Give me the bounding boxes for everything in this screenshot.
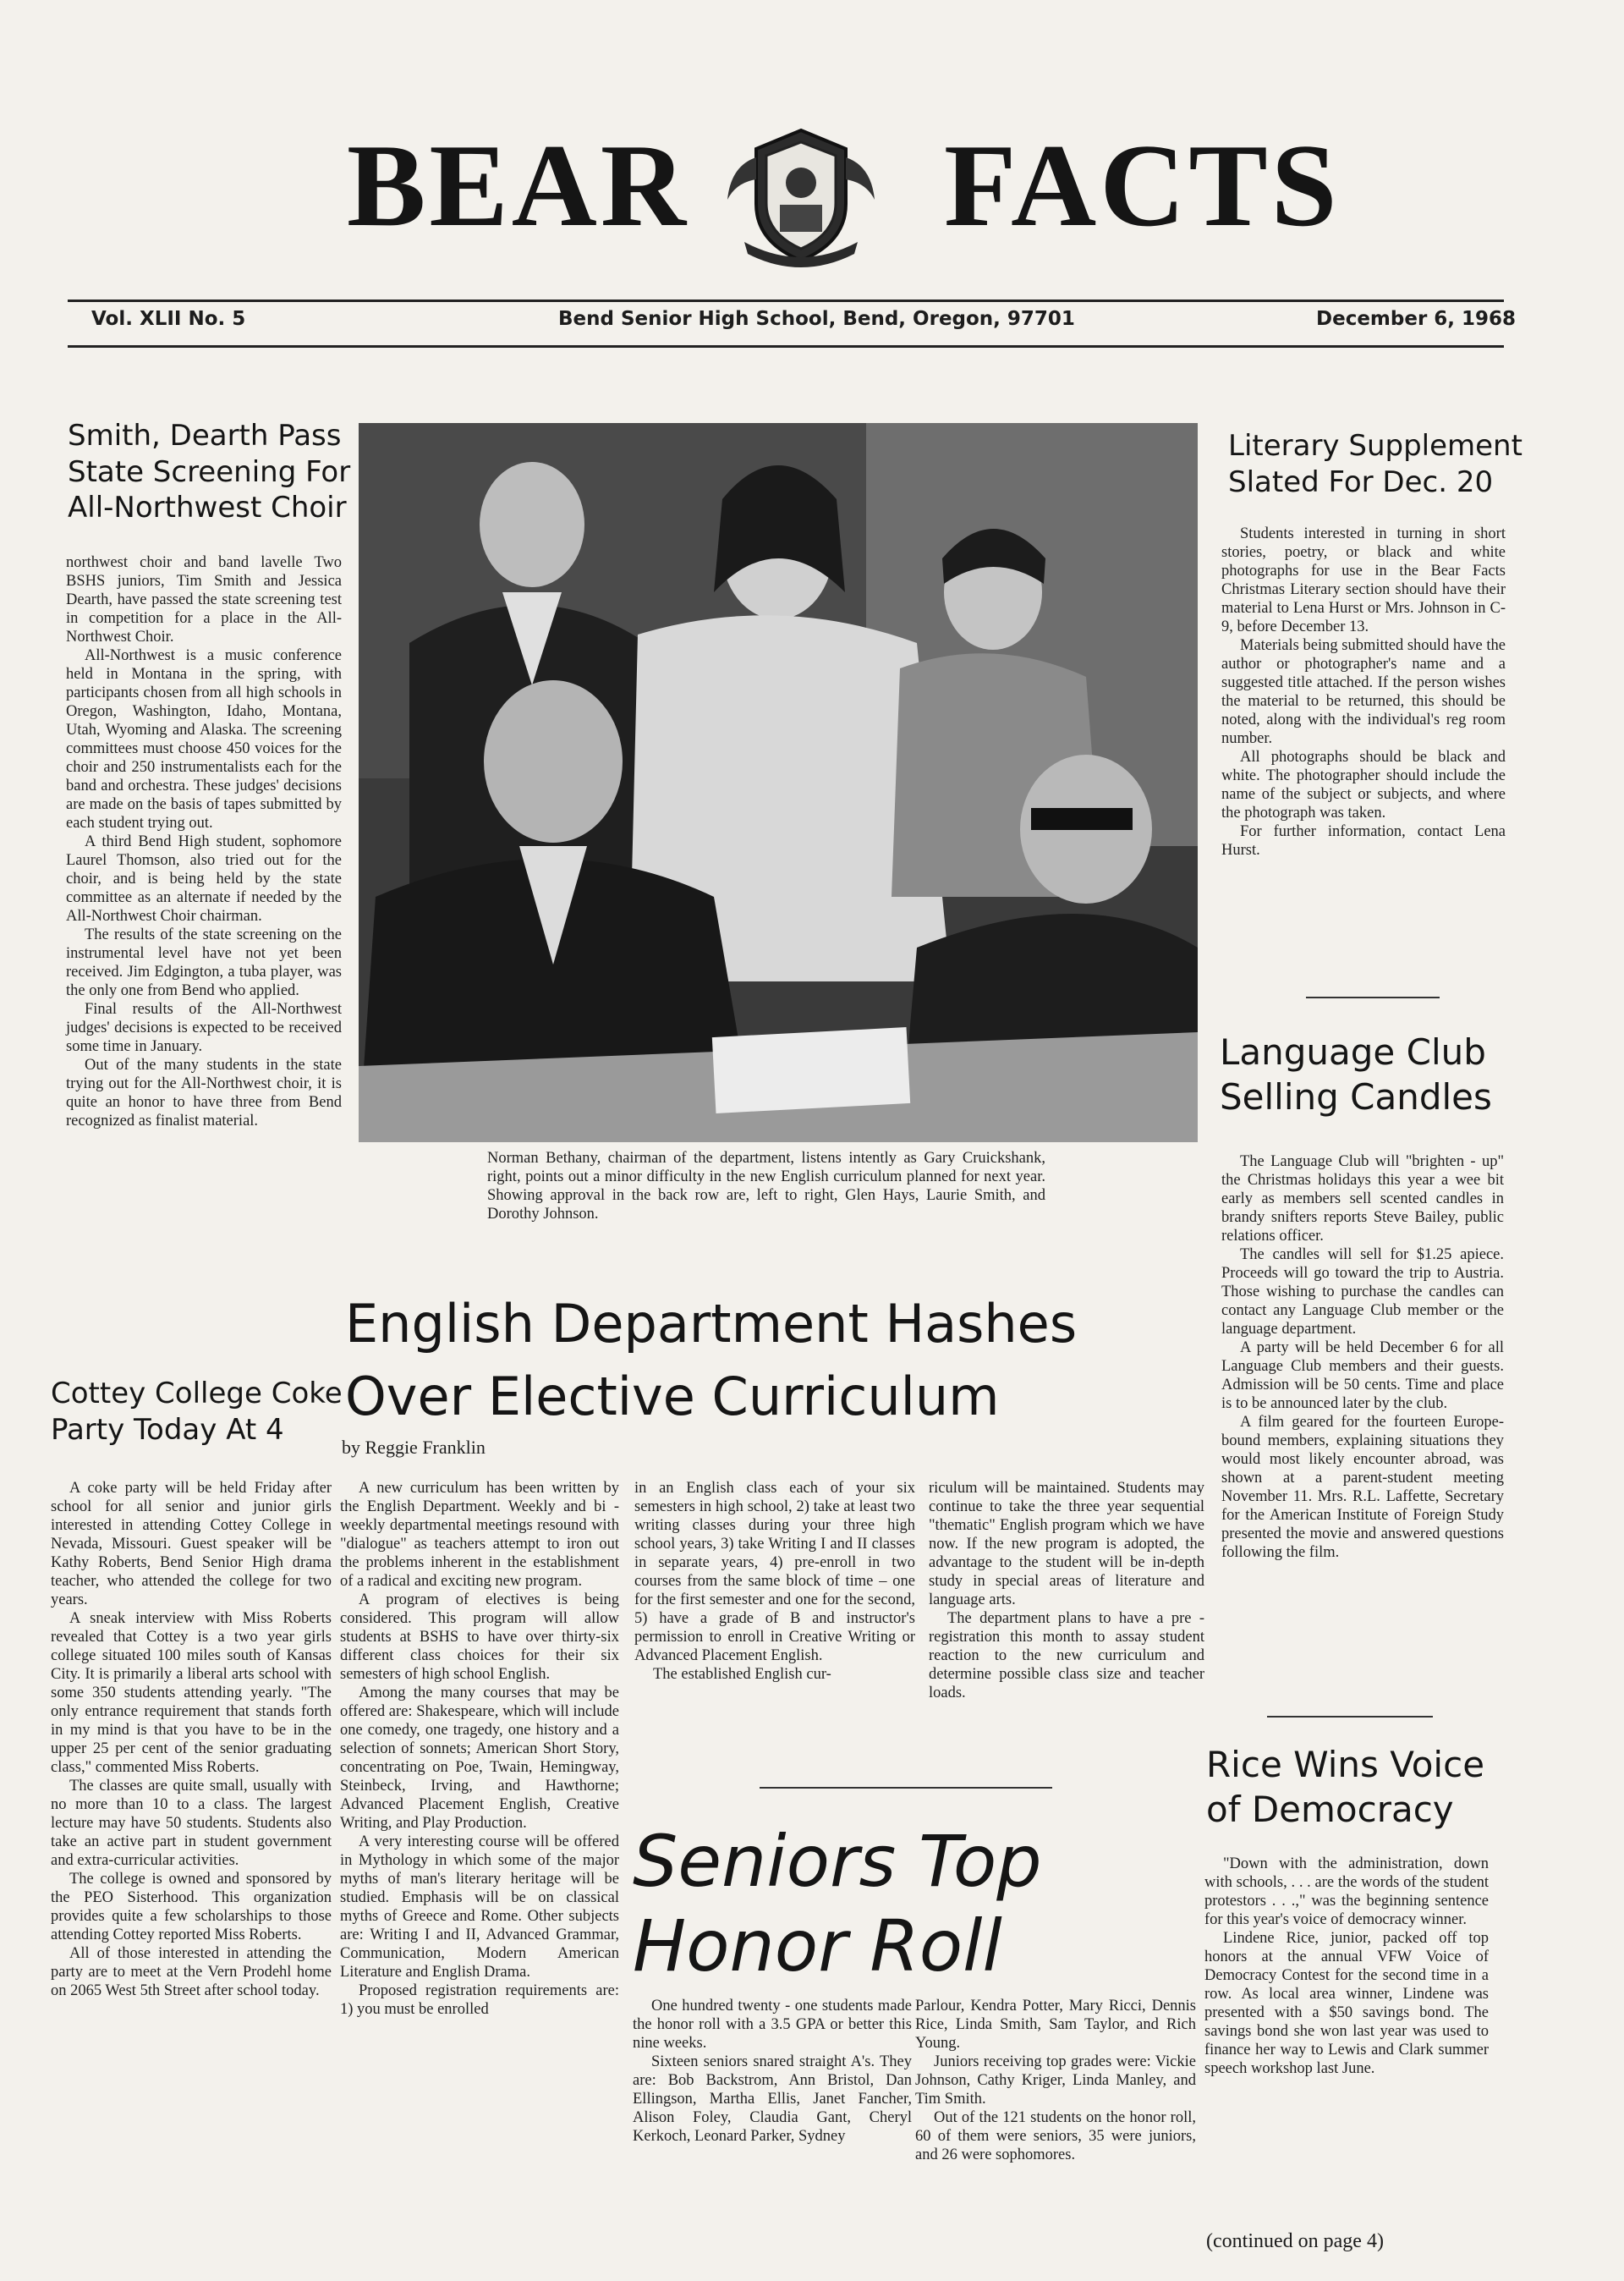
english-paragraph: riculum will be maintained. Students may continue to take the three year sequential "thematic" English program which we have now. If the new program is adopted, the advantage to the student will be in-depth study in special areas of literature and language arts.	[929, 1480, 1204, 1608]
language-article-body	[1221, 1152, 1504, 1562]
news-photo	[359, 423, 1198, 1142]
cottey-paragraph: A coke party will be held Friday after school for all senior and junior girls interested in attending Cottey College in Nevada, Missouri. Guest speaker will be Kathy Roberts, Bend Senior High drama teacher, who attended the college for two years.	[51, 1480, 332, 1608]
literary-paragraph: All photographs should be black and white. The photographer should include the name of the subject or subjects, and where the photograph was taken.	[1221, 749, 1506, 822]
cottey-paragraph: The college is owned and sponsored by the PEO Sisterhood. This organization provides quite a few scholarships to those attending Cottey reported Miss Roberts.	[51, 1871, 332, 1943]
rice-paragraph: "Down with the administration, down with schools, . . . are the words of the student protestors . . .," was the beginning sentence for this year's voice of democracy winner.	[1204, 1855, 1489, 1928]
rice-article-body	[1204, 1855, 1489, 2078]
honor-paragraph: One hundred twenty - one students made the honor roll with a 3.5 GPA or better this nine weeks.	[633, 1998, 912, 2052]
honor-paragraph: Parlour, Kendra Potter, Mary Ricci, Dennis Rice, Linda Smith, Sam Taylor, and Rich Young.	[915, 1998, 1196, 2052]
rice-paragraph: Lindene Rice, junior, packed off top honors at the annual VFW Voice of Democracy Contest for the second time in a row. As local area winner, Lindene was presented with a $50 savings bond. The savings bond she won last year was used to finance her way to Lewis and Clark summer speech workshop last June.	[1204, 1930, 1489, 2077]
cottey-paragraph: All of those interested in attending the party are to meet at the Vern Prodehl home on 2065 West 5th Street after school today.	[51, 1945, 332, 1999]
honor-column-1	[633, 1997, 912, 2146]
volume-number: Vol. XLII No. 5	[91, 308, 246, 330]
cottey-headline: Cottey College Coke Party Today At 4	[51, 1377, 343, 1447]
english-paragraph: The established English cur-	[653, 1666, 831, 1683]
photo-caption: Norman Bethany, chairman of the department, listens intently as Gary Cruickshank, right, points out a minor difficulty in the new English curriculum planned for next year. Showing approval in the back row are, left to right, Glen Hays, Laurie Smith, and Dorothy Johnson.	[487, 1150, 1045, 1223]
english-paragraph: A very interesting course will be offered in Mythology in which some of the major myths of man's literary heritage will be studied. Emphasis will be on classical myths of Greece and Rome. Other subjects are: Writing I and II, Advanced Grammar, Communication, Modern American Literature and English Drama.	[340, 1833, 619, 1981]
masthead-rule-bottom	[68, 345, 1504, 348]
language-paragraph: The candles will sell for $1.25 apiece. Proceeds will go toward the trip to Austria. Those wishing to purchase the candles can contact any Language Club member or the language department.	[1221, 1246, 1504, 1338]
english-paragraph: Proposed registration requirements are: 1) you must be enrolled	[340, 1982, 619, 2018]
choir-paragraph: Out of the many students in the state trying out for the All-Northwest choir, it is quite an honor to have three from Bend recognized as finalist material.	[66, 1057, 342, 1130]
masthead-title-right: FACTS	[944, 120, 1341, 251]
rice-headline: Rice Wins Voice of Democracy	[1206, 1744, 1485, 1830]
issue-date: December 6, 1968	[1316, 308, 1517, 330]
choir-paragraph: A third Bend High student, sophomore Laurel Thomson, also tried out for the choir, and is being held by the state committee as an alternate if needed by the All-Northwest Choir chairman.	[66, 833, 342, 925]
choir-paragraph: All-Northwest is a music conference held in Montana in the spring, with participants chosen from all high schools in Oregon, Washington, Idaho, Montana, Utah, Wyoming and Alaska. The screening committees must choose 450 voices for the choir and 250 instrumentalists each for the band and orchestra. These judges' decisions are made on the basis of tapes submitted by each student trying out.	[66, 647, 342, 832]
cottey-article-body	[51, 1479, 332, 2000]
honor-paragraph: Sixteen seniors snared straight A's. They are: Bob Backstrom, Ann Bristol, Dan Ellingson, Martha Ellis, Janet Fancher, Alison Foley, Claudia Gant, Cheryl Kerkoch, Leonard Parker, Sydney	[633, 2053, 912, 2145]
english-paragraph: A new curriculum has been written by the English Department. Weekly and bi - weekly departmental meetings resound with "dialogue" as teachers attempt to iron out the problems inherent in the establishment of a radical and exciting new program.	[340, 1480, 619, 1590]
literary-paragraph: Materials being submitted should have the author or photographer's name and a suggested title attached. If the person wishes the material to be returned, this should be noted, along with the individual's reg room number.	[1221, 637, 1506, 747]
language-headline: Language Club Selling Candles	[1220, 1031, 1492, 1118]
cottey-paragraph: A sneak interview with Miss Roberts revealed that Cottey is a two year girls college situated 100 miles south of Kansas City. It is primarily a liberal arts school with some 350 students attending yearly. "The only entrance requirement that stands forth in my mind is that you have to be in the upper 25 per cent of the senior graduating class," commented Miss Roberts.	[51, 1610, 332, 1776]
article-divider	[760, 1787, 1052, 1789]
masthead-rule-top	[68, 300, 1504, 302]
choir-paragraph: northwest choir and band lavelle Two BSHS juniors, Tim Smith and Jessica Dearth, have passed the state screening test in competition for a place in the All-Northwest Choir.	[66, 554, 342, 646]
language-paragraph: A film geared for the fourteen Europe-bound members, explaining situations they would most likely encounter abroad, was shown at a parent-student meeting November 11. Mrs. R.L. Laffette, Secretary for the American Institute of Foreign Study presented the movie and answered questions following the film.	[1221, 1414, 1504, 1561]
english-paragraph: The department plans to have a pre - registration this month to assay student reaction to the new curriculum and determine possible class size and teacher loads.	[929, 1610, 1204, 1701]
literary-headline: Literary Supplement Slated For Dec. 20	[1228, 429, 1522, 499]
english-paragraph: A program of electives is being considered. This program will allow students at BSHS to have over thirty-six different class choices for their six semesters of high school English.	[340, 1591, 619, 1683]
choir-paragraph: Final results of the All-Northwest judges' decisions is expected to be received some time in January.	[66, 1001, 342, 1055]
literary-article-body	[1221, 525, 1506, 860]
choir-headline: Smith, Dearth Pass State Screening For All-Northwest Choir	[68, 419, 351, 525]
language-paragraph: The Language Club will "brighten - up" the Christmas holidays this year a wee bit early as members sell scented candles in brandy snifters reports Steve Bailey, public relations officer.	[1221, 1153, 1504, 1245]
masthead-title-left: BEAR	[347, 120, 689, 251]
english-paragraph: Among the many courses that may be offered are: Shakespeare, which will include one comedy, one tragedy, one history and a selection of sonnets; American Short Story, concentrating on Poe, Twain, Hemingway, Steinbeck, Irving, and Hawthorne; Advanced Placement English, Creative Writing, and Play Production.	[340, 1685, 619, 1832]
literary-paragraph: Students interested in turning in short stories, poetry, or black and white photographs for use in the Bear Facts Christmas Literary section should have their material to Lena Hurst or Mrs. Johnson in C-9, before December 13.	[1221, 525, 1506, 635]
english-byline: by Reggie Franklin	[342, 1437, 486, 1458]
english-column-1	[340, 1479, 619, 2019]
honor-paragraph: Juniors receiving top grades were: Vickie Johnson, Cathy Kriger, Linda Manley, and Tim Smith.	[915, 2053, 1196, 2108]
honor-column-2	[915, 1997, 1196, 2164]
column-divider	[1306, 997, 1440, 998]
cottey-paragraph: The classes are quite small, usually with no more than 10 to a class. The largest lecture may have 50 students. Students also take an active part in student government and extra-curricular activities.	[51, 1778, 332, 1869]
language-paragraph: A party will be held December 6 for all Language Club members and their guests. Admission will be 50 cents. Time and place is to be announced later by the club.	[1221, 1339, 1504, 1412]
column-divider	[1267, 1716, 1433, 1718]
literary-paragraph: For further information, contact Lena Hurst.	[1221, 823, 1506, 859]
school-crest-icon	[719, 124, 883, 267]
honor-roll-headline: Seniors Top Honor Roll	[633, 1820, 1042, 1987]
choir-paragraph: The results of the state screening on the instrumental level have not yet been received. Jim Edgington, a tuba player, was the only one from Bend who applied.	[66, 926, 342, 999]
english-column-3	[929, 1479, 1204, 1702]
school-address: Bend Senior High School, Bend, Oregon, 97701	[558, 308, 1075, 330]
continued-note: (continued on page 4)	[1206, 2230, 1384, 2252]
honor-paragraph: Out of the 121 students on the honor roll, 60 of them were seniors, 35 were juniors, and 26 were sophomores.	[915, 2109, 1196, 2163]
english-paragraph: in an English class each of your six semesters in high school, 2) take at least two writing classes during your three high school years, 3) take Writing I and II classes in separate years, 4) pre-enroll in two courses from the same block of time – one for the first semester and one for the second, 5) have a grade of B and instructor's permission to enroll in Creative Writing or Advanced Placement English.	[634, 1480, 915, 1664]
english-column-2	[634, 1479, 915, 1684]
choir-article-body	[66, 553, 342, 1130]
english-headline: English Department Hashes Over Elective Curriculum	[345, 1293, 1078, 1427]
